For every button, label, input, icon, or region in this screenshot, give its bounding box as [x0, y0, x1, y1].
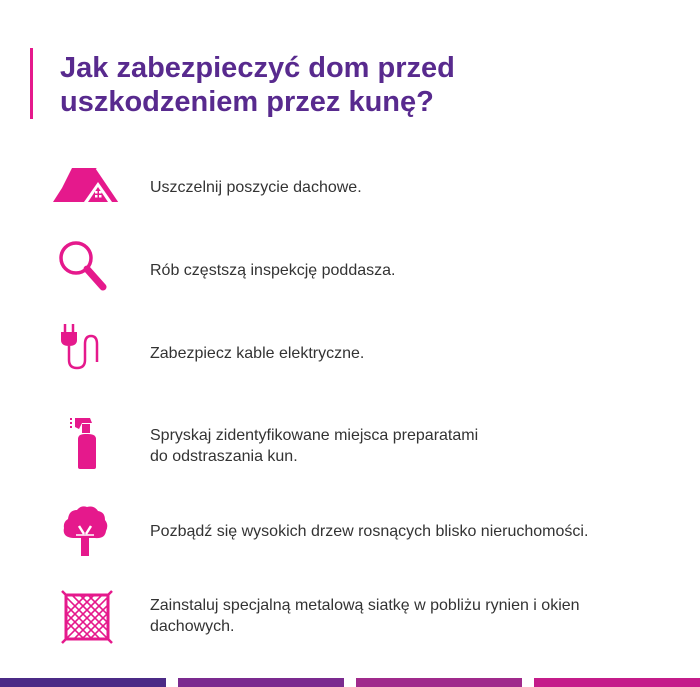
tip-cables [150, 343, 690, 364]
tip-text: Rób częstszą inspekcję poddasza. [150, 262, 396, 279]
title-line-2: uszkodzeniem przez kunę? [60, 86, 434, 118]
footer-bar-segment [0, 678, 166, 687]
tip-text: do odstraszania kun. [150, 448, 298, 465]
footer-bar-segment [534, 678, 700, 687]
plug-cable-icon [58, 322, 108, 372]
tree-icon [60, 504, 110, 558]
net-icon [60, 589, 114, 645]
spray-bottle-icon [68, 415, 106, 471]
tip-magnifier [150, 260, 690, 281]
footer-bar-segment [356, 678, 522, 687]
footer-bar-segment [178, 678, 344, 687]
tip-trees [150, 521, 690, 542]
page-title [60, 51, 680, 119]
tip-text: Pozbądź się wysokich drzew rosnących blisko nieruchomości. [150, 523, 589, 540]
title-accent-bar [30, 48, 33, 119]
tip-text: Uszczelnij poszycie dachowe. [150, 179, 362, 196]
tip-net [150, 595, 690, 637]
tip-spray [150, 425, 690, 467]
tip-text: Zabezpiecz kable elektryczne. [150, 345, 365, 362]
magnifier-icon [58, 240, 110, 294]
tip-text: dachowych. [150, 618, 235, 635]
roof-icon [52, 166, 122, 204]
tip-roof [150, 177, 690, 198]
tip-text: Spryskaj zidentyfikowane miejsca preparatami [150, 427, 479, 444]
title-line-1: Jak zabezpieczyć dom przed [60, 52, 455, 84]
tip-text: Zainstaluj specjalną metalową siatkę w pobliżu rynien i okien [150, 597, 580, 614]
